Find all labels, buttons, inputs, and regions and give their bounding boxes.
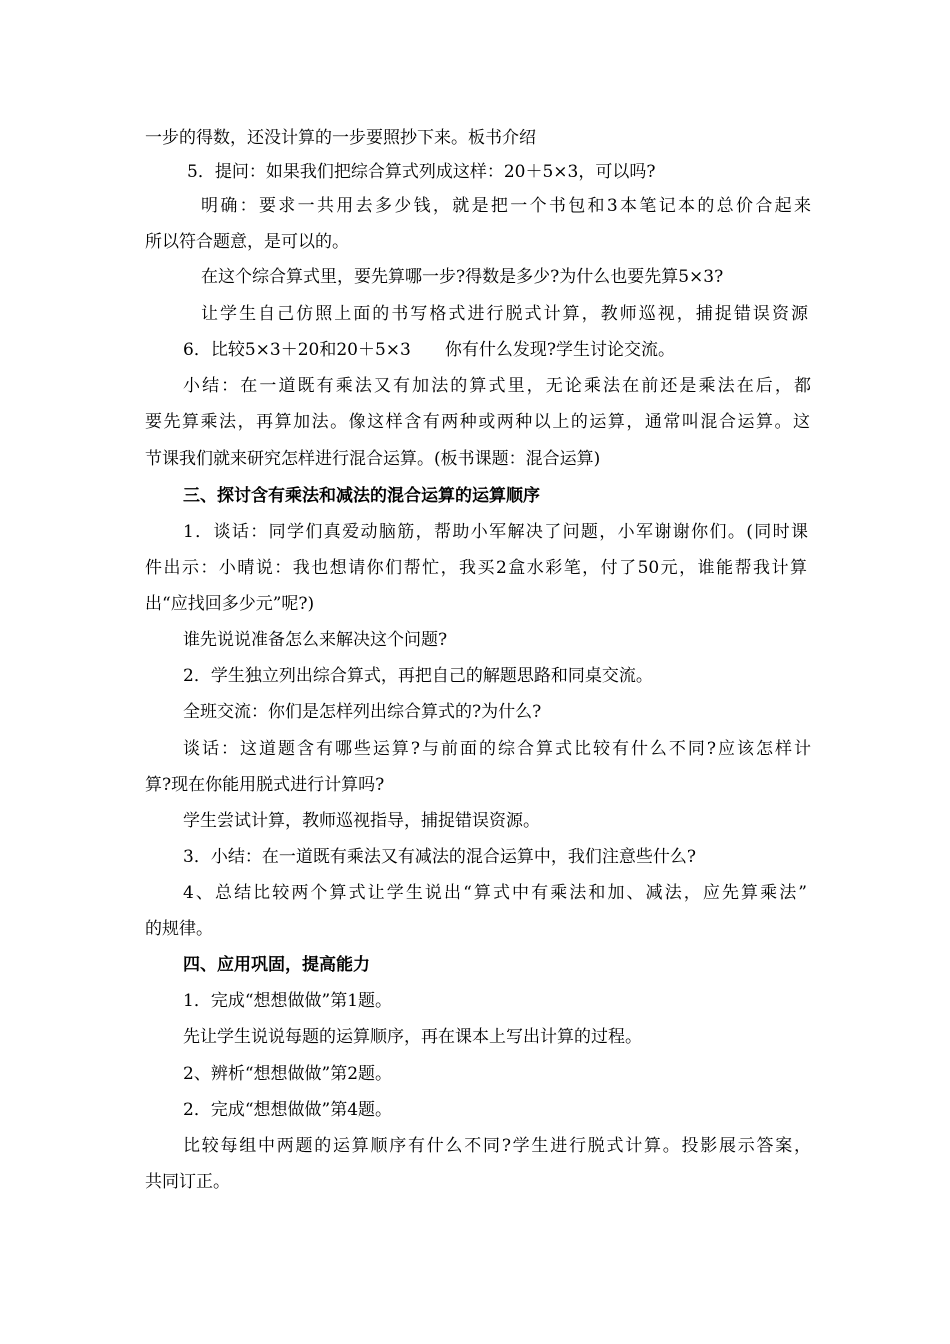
text-line: 要先算乘法，再算加法。像这样含有两种或两种以上的运算，通常叫混合运算。这 bbox=[145, 412, 810, 432]
text-line: 件出示：小晴说：我也想请你们帮忙，我买2盒水彩笔，付了50元，谁能帮我计算 bbox=[145, 558, 807, 578]
text-line: 比较每组中两题的运算顺序有什么不同?学生进行脱式计算。投影展示答案， bbox=[183, 1136, 811, 1156]
text-line: 出“应找回多少元”呢?) bbox=[145, 594, 315, 614]
text-line: 2．完成“想想做做”第4题。 bbox=[183, 1100, 393, 1120]
text-line: 1．谈话：同学们真爱动脑筋，帮助小军解决了问题，小军谢谢你们。(同时课 bbox=[183, 522, 808, 542]
text-line: 学生尝试计算，教师巡视指导，捕捉错误资源。 bbox=[183, 811, 540, 831]
text-line: 谈话：这道题含有哪些运算?与前面的综合算式比较有什么不同?应该怎样计 bbox=[183, 739, 811, 759]
section-heading: 四、应用巩固，提高能力 bbox=[183, 955, 370, 975]
text-line: 2、辨析“想想做做”第2题。 bbox=[183, 1064, 393, 1084]
text-line: 2．学生独立列出综合算式，再把自己的解题思路和同桌交流。 bbox=[183, 666, 653, 686]
text-line: 算?现在你能用脱式进行计算吗? bbox=[145, 775, 385, 795]
text-line: 6．比较5×3＋20和20＋5×3 你有什么发现?学生讨论交流。 bbox=[183, 340, 675, 360]
text-line: 一步的得数，还没计算的一步要照抄下来。板书介绍 bbox=[145, 128, 536, 148]
section-heading: 三、探讨含有乘法和减法的混合运算的运算顺序 bbox=[183, 486, 540, 506]
text-line: 共同订正。 bbox=[145, 1172, 230, 1192]
text-line: 全班交流：你们是怎样列出综合算式的?为什么? bbox=[183, 702, 542, 722]
text-line: 所以符合题意，是可以的。 bbox=[145, 232, 349, 252]
text-line: 节课我们就来研究怎样进行混合运算。(板书课题：混合运算) bbox=[145, 449, 601, 469]
text-line: 明确：要求一共用去多少钱，就是把一个书包和3本笔记本的总价合起来 bbox=[201, 196, 811, 216]
text-line: 让学生自己仿照上面的书写格式进行脱式计算，教师巡视，捕捉错误资源 bbox=[201, 304, 808, 324]
text-line: 5．提问：如果我们把综合算式列成这样：20＋5×3，可以吗? bbox=[187, 162, 656, 182]
text-line: 1．完成“想想做做”第1题。 bbox=[183, 991, 393, 1011]
text-line: 在这个综合算式里，要先算哪一步?得数是多少?为什么也要先算5×3? bbox=[201, 267, 724, 287]
text-line: 谁先说说准备怎么来解决这个问题? bbox=[183, 630, 448, 650]
text-line: 先让学生说说每题的运算顺序，再在课本上写出计算的过程。 bbox=[183, 1027, 642, 1047]
text-line: 3．小结：在一道既有乘法又有减法的混合运算中，我们注意些什么? bbox=[183, 847, 696, 867]
text-line: 4、总结比较两个算式让学生说出“算式中有乘法和加、减法，应先算乘法” bbox=[183, 883, 807, 903]
text-line: 的规律。 bbox=[145, 919, 213, 939]
text-line: 小结：在一道既有乘法又有加法的算式里，无论乘法在前还是乘法在后，都 bbox=[183, 376, 811, 396]
